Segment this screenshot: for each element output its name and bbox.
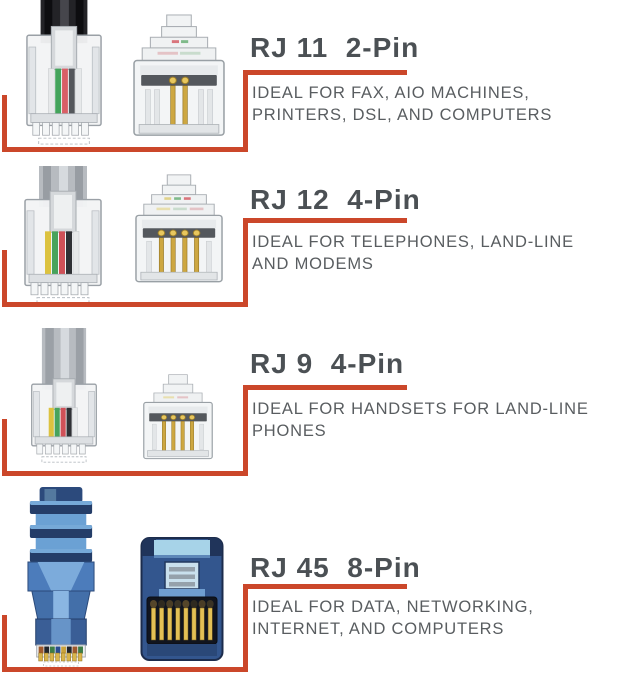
description-line: IDEAL FOR HANDSETS FOR LAND-LINE xyxy=(252,400,589,418)
accent-bottom-line xyxy=(2,147,248,152)
section-title-rj45: RJ 45 8-Pin xyxy=(250,552,421,583)
rj11-plug-side-view-image xyxy=(25,0,103,147)
description-line: AND MODEMS xyxy=(252,255,374,273)
accent-left-tick xyxy=(2,419,7,476)
accent-connector-line xyxy=(243,70,248,152)
accent-left-tick xyxy=(2,615,7,672)
accent-connector-line xyxy=(243,584,248,672)
accent-bottom-line xyxy=(2,471,248,476)
accent-underline xyxy=(243,70,407,75)
rj12-plug-side-view-image xyxy=(23,166,103,306)
section-description-rj45 xyxy=(252,596,640,640)
rj9-plug-front-view-image xyxy=(143,374,213,462)
rj11-plug-front-view-image xyxy=(133,14,225,140)
rj12-plug-front-view-image xyxy=(135,174,223,286)
accent-bottom-line xyxy=(2,302,248,307)
section-description-rj11 xyxy=(252,82,640,126)
description-line: IDEAL FOR TELEPHONES, LAND-LINE xyxy=(252,233,574,251)
rj9-plug-side-view-image xyxy=(30,328,98,464)
description-line: IDEAL FOR DATA, NETWORKING, xyxy=(252,598,534,616)
rj45-plug-front-view-image xyxy=(140,534,224,664)
section-title-rj12: RJ 12 4-Pin xyxy=(250,184,421,215)
accent-bottom-line xyxy=(2,667,248,672)
rj45-plug-side-view-image xyxy=(26,487,96,667)
accent-left-tick xyxy=(2,95,7,152)
section-title-rj11: RJ 11 2-Pin xyxy=(250,32,420,63)
accent-connector-line xyxy=(243,218,248,307)
description-line: PHONES xyxy=(252,422,327,440)
accent-underline xyxy=(243,218,407,223)
accent-underline xyxy=(243,584,407,589)
accent-left-tick xyxy=(2,250,7,307)
section-description-rj12 xyxy=(252,231,640,275)
description-line: INTERNET, AND COMPUTERS xyxy=(252,620,505,638)
section-title-rj9: RJ 9 4-Pin xyxy=(250,348,405,379)
section-description-rj9 xyxy=(252,398,640,442)
description-line: IDEAL FOR FAX, AIO MACHINES, xyxy=(252,84,530,102)
accent-connector-line xyxy=(243,385,248,476)
accent-underline xyxy=(243,385,407,390)
description-line: PRINTERS, DSL, AND COMPUTERS xyxy=(252,106,553,124)
